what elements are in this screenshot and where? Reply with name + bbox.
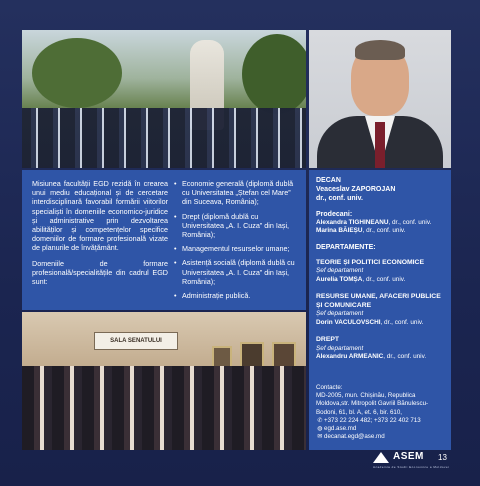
department-head: Dorin VACULOVSCHI, dr., conf. univ. bbox=[316, 318, 424, 326]
students-group bbox=[22, 366, 306, 450]
graduation-photo bbox=[22, 30, 306, 168]
prodean-name: Alexandra TIGHINEANU bbox=[316, 219, 389, 226]
prodean-name: Marina BĂIEȘU bbox=[316, 227, 363, 235]
dean-name: Veaceslav ZAPOROJAN bbox=[316, 186, 396, 193]
department-name: RESURSE UMANE, AFACERI PUBLICE ȘI COMUNICARE bbox=[316, 293, 441, 309]
department-name: TEORIE ȘI POLITICI ECONOMICE bbox=[316, 258, 425, 266]
department-role: Șef departament bbox=[316, 267, 364, 275]
domains-list bbox=[174, 179, 298, 305]
contact-web[interactable]: ◍egd.ase.md bbox=[317, 425, 357, 433]
contact-phone: ✆+373 22 224 482; +373 22 402 713 bbox=[317, 416, 421, 424]
prodean-degree: , dr., conf. univ. bbox=[388, 219, 432, 226]
mail-icon: ✉ bbox=[317, 433, 323, 441]
domain-item: • Drept (diplomă dublă cu Universitatea „A. I. Cuza” din Iași, România); bbox=[174, 212, 298, 240]
department-role: Șef departament bbox=[316, 344, 364, 352]
contact-address: MD-2005, mun. Chișinău, Republica Moldova,str. Mitropolit Gavriil Bănulescu-Bodoni, 61, bl. A, et. 6, bir. 610, bbox=[316, 392, 429, 416]
mission-paragraph: Misiunea facultății EGD rezidă în crearea unui mediu educațional și de cercetare interdisciplinară favorabil formării viitorilor specialiști în domeniile economico-juridice și administrative prin dezvoltarea abilităților și competențelor specifice domeniilor de formare profesională vizate de planurile de învățământ. bbox=[32, 179, 168, 253]
tree-shape bbox=[242, 34, 306, 114]
dean-title: DECAN bbox=[316, 177, 341, 184]
tie-shape bbox=[375, 122, 385, 168]
contact-title: Contacte: bbox=[316, 384, 343, 391]
students-group-photo bbox=[22, 312, 306, 450]
department-role: Șef departament bbox=[316, 310, 364, 318]
tree-shape bbox=[32, 38, 122, 108]
domain-item: • Asistență socială (diplomă dublă cu Universitatea „A. I. Cuza” din Iași, România); bbox=[174, 258, 298, 286]
department-name: DREPT bbox=[316, 336, 340, 344]
dean-degree: dr., conf. univ. bbox=[316, 195, 363, 202]
mission-text bbox=[32, 179, 168, 292]
mission-panel bbox=[22, 170, 306, 310]
graduates-crowd bbox=[22, 108, 306, 168]
leadership-panel bbox=[309, 170, 451, 450]
hair-shape bbox=[355, 40, 405, 60]
contact-email[interactable]: ✉decanat.egd@ase.md bbox=[317, 433, 385, 441]
domain-item: • Economie generală (diplomă dublă cu Universitatea „Ștefan cel Mare” din Suceava, România); bbox=[174, 179, 298, 207]
phone-icon: ✆ bbox=[317, 416, 323, 424]
prodean-degree: , dr., conf. univ. bbox=[362, 227, 406, 235]
domains-intro: Domeniile de formare profesională/specialitățile din cadrul EGD sunt: bbox=[32, 258, 168, 287]
prodeans-title: Prodecani: bbox=[316, 211, 353, 218]
room-sign: SALA SENATULUI bbox=[94, 332, 178, 350]
logo-icon bbox=[373, 452, 389, 463]
globe-icon: ◍ bbox=[317, 425, 323, 433]
dean-portrait bbox=[309, 30, 451, 168]
domain-item: • Managementul resurselor umane; bbox=[174, 244, 298, 253]
department-head: Alexandru ARMEANIC, dr., conf. univ. bbox=[316, 353, 427, 361]
domain-item: • Administrație publică. bbox=[174, 291, 298, 300]
contact-block bbox=[316, 384, 448, 441]
logo-text: ASEM bbox=[393, 451, 424, 462]
departments-title: DEPARTAMENTE: bbox=[316, 243, 376, 251]
logo-subtitle: Academia de Studii Economice a Moldovei bbox=[373, 465, 450, 469]
page-number: 13 bbox=[438, 453, 447, 462]
prodean-line bbox=[316, 227, 444, 235]
department-head: Aurelia TOMȘA, dr., conf. univ. bbox=[316, 275, 406, 283]
